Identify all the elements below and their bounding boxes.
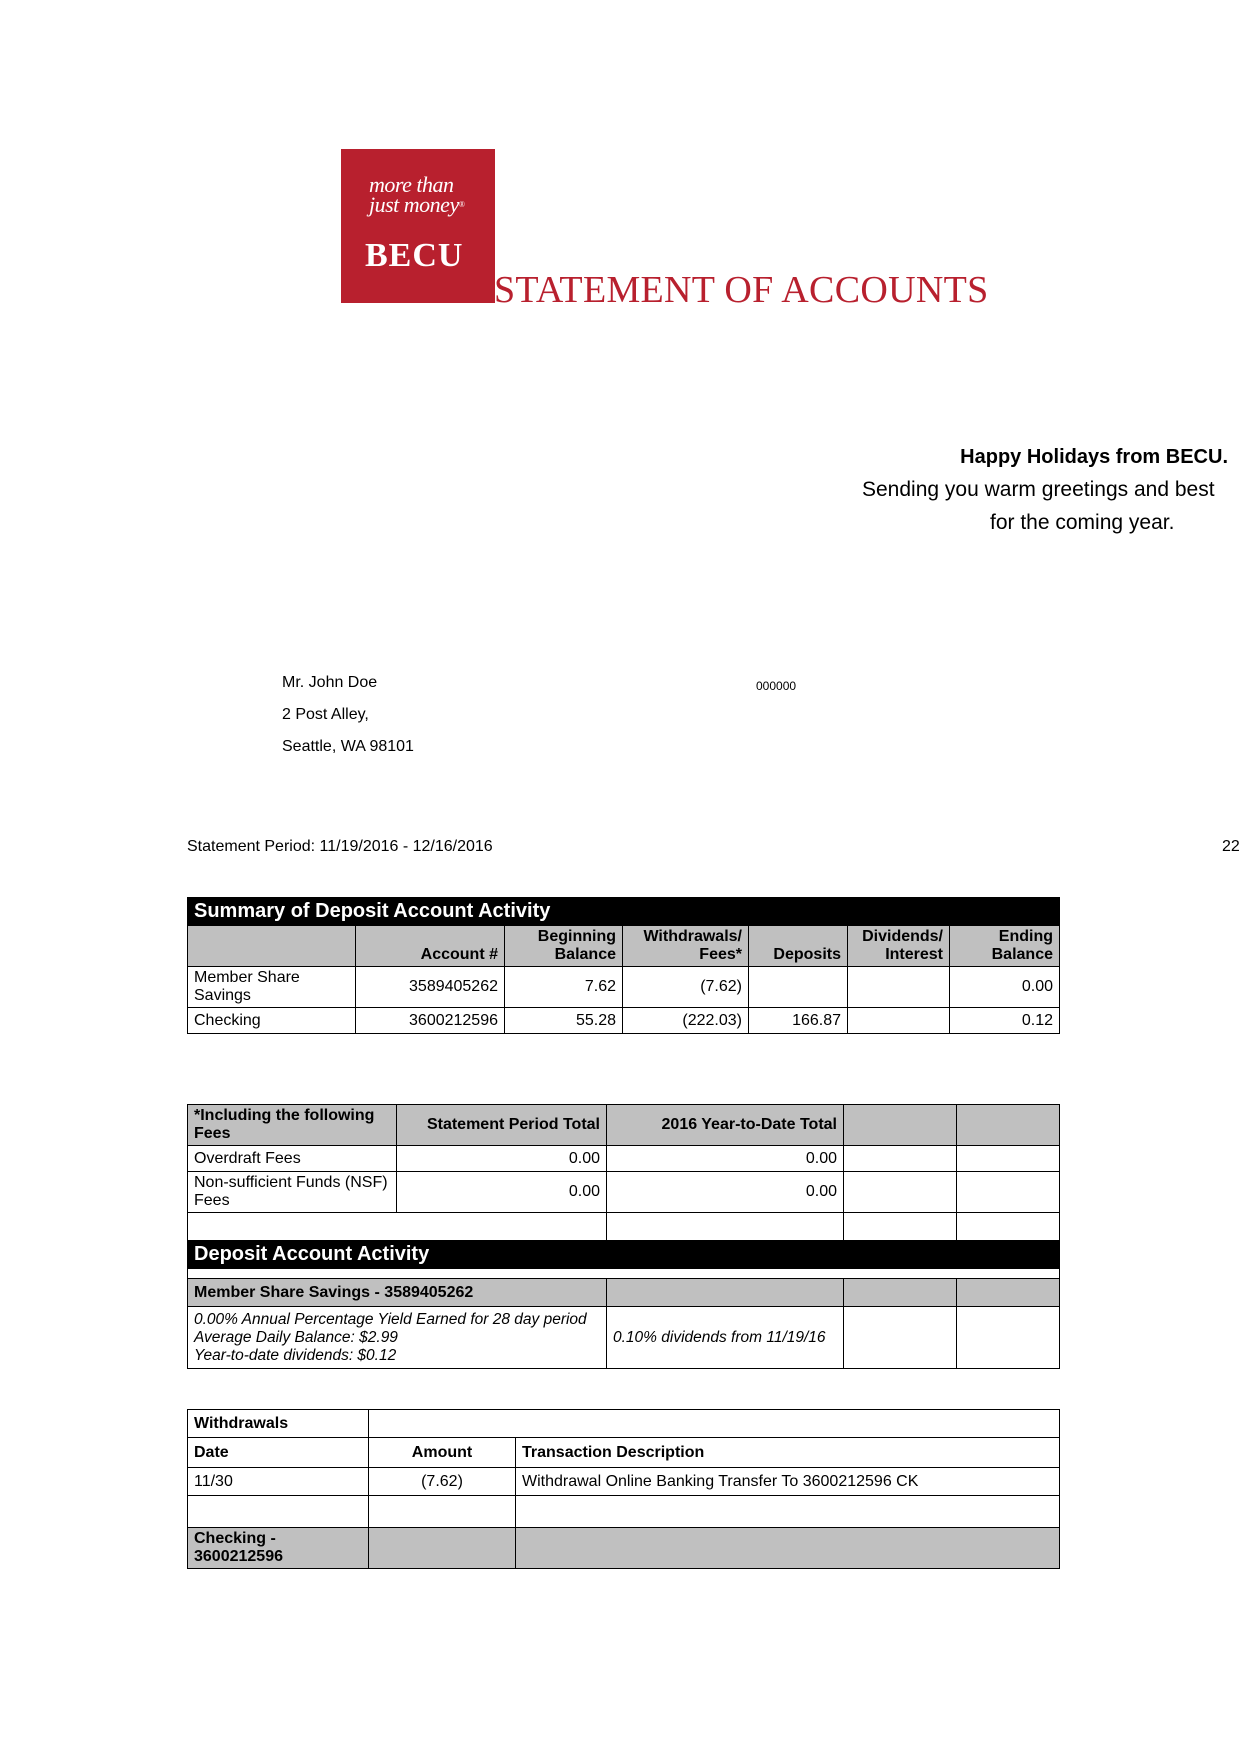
fee-period-total: 0.00 xyxy=(397,1172,607,1213)
withdrawals-header: Transaction Description xyxy=(516,1438,1060,1468)
savings-apy-note: 0.00% Annual Percentage Yield Earned for 28 day period Average Daily Balance: $2.99 Year-to-date dividends: $0.12 xyxy=(188,1307,607,1369)
transaction-description: Withdrawal Online Banking Transfer To 3600212596 CK xyxy=(516,1468,1060,1496)
summary-header-cell: Withdrawals/ Fees* xyxy=(623,926,749,967)
empty-cell xyxy=(369,1528,516,1569)
fee-ytd-total: 0.00 xyxy=(607,1146,844,1172)
ending-balance: 0.12 xyxy=(950,1008,1060,1034)
deposits: 166.87 xyxy=(749,1008,848,1034)
deposits xyxy=(749,967,848,1008)
beginning-balance: 7.62 xyxy=(505,967,623,1008)
fees-header: *Including the following Fees xyxy=(188,1105,397,1146)
checking-account-title: Checking - 3600212596 xyxy=(188,1528,369,1569)
page-number: 22 xyxy=(1222,838,1240,855)
dividend-note: 0.10% dividends from 11/19/16 xyxy=(607,1307,844,1369)
fee-ytd-total: 0.00 xyxy=(607,1172,844,1213)
fee-name: Non-sufficient Funds (NSF) Fees xyxy=(188,1172,397,1213)
logo-tagline: more than just money® xyxy=(369,172,465,217)
fee-name: Overdraft Fees xyxy=(188,1146,397,1172)
empty-cell xyxy=(516,1496,1060,1528)
statement-period: Statement Period: 11/19/2016 - 12/16/2016 xyxy=(187,838,493,855)
empty-cell xyxy=(188,1496,369,1528)
account-number: 3589405262 xyxy=(356,967,505,1008)
summary-header-cell: Beginning Balance xyxy=(505,926,623,967)
fee-period-total: 0.00 xyxy=(397,1146,607,1172)
table-row xyxy=(188,967,1060,1008)
empty-cell xyxy=(957,1172,1060,1213)
fees-header: 2016 Year-to-Date Total xyxy=(607,1105,844,1146)
empty-cell xyxy=(188,1213,607,1241)
summary-header-cell: Account # xyxy=(356,926,505,967)
account-name: Checking xyxy=(188,1008,356,1034)
summary-header-cell xyxy=(188,926,356,967)
empty-cell xyxy=(607,1213,844,1241)
account-number: 3600212596 xyxy=(356,1008,505,1034)
mailing-code: 000000 xyxy=(756,679,797,693)
recipient-name: Mr. John Doe xyxy=(282,674,378,691)
activity-title: Deposit Account Activity xyxy=(188,1241,1060,1269)
empty-cell xyxy=(957,1105,1060,1146)
dividends-interest xyxy=(848,967,950,1008)
summary-title: Summary of Deposit Account Activity xyxy=(188,898,1060,926)
table-row xyxy=(188,1008,1060,1034)
withdrawals-table xyxy=(187,1409,1060,1569)
dividends-interest xyxy=(848,1008,950,1034)
table-row xyxy=(188,1468,1060,1496)
logo-brand: BECU xyxy=(365,237,464,274)
withdrawals-fees: (7.62) xyxy=(623,967,749,1008)
ending-balance: 0.00 xyxy=(950,967,1060,1008)
withdrawals-fees: (222.03) xyxy=(623,1008,749,1034)
table-row xyxy=(188,1146,1060,1172)
summary-table xyxy=(187,897,1060,1034)
empty-cell xyxy=(516,1528,1060,1569)
greeting-line-3: for the coming year. xyxy=(990,511,1175,534)
fees-header: Statement Period Total xyxy=(397,1105,607,1146)
table-row xyxy=(188,1172,1060,1213)
empty-cell xyxy=(844,1307,957,1369)
empty-cell xyxy=(957,1279,1060,1307)
summary-header-cell: Deposits xyxy=(749,926,848,967)
empty-cell xyxy=(844,1172,957,1213)
empty-cell xyxy=(844,1279,957,1307)
withdrawals-title: Withdrawals xyxy=(188,1410,369,1438)
transaction-date: 11/30 xyxy=(188,1468,369,1496)
withdrawals-header: Amount xyxy=(369,1438,516,1468)
empty-cell xyxy=(844,1213,957,1241)
transaction-amount: (7.62) xyxy=(369,1468,516,1496)
empty-cell xyxy=(369,1496,516,1528)
recipient-city: Seattle, WA 98101 xyxy=(282,738,414,755)
empty-cell xyxy=(607,1279,844,1307)
fees-activity-table xyxy=(187,1104,1060,1369)
empty-cell xyxy=(369,1410,1060,1438)
empty-cell xyxy=(957,1307,1060,1369)
empty-cell xyxy=(844,1146,957,1172)
summary-header-cell: Dividends/ Interest xyxy=(848,926,950,967)
empty-cell xyxy=(957,1213,1060,1241)
beginning-balance: 55.28 xyxy=(505,1008,623,1034)
greeting-line-2: Sending you warm greetings and best xyxy=(862,478,1215,501)
withdrawals-header: Date xyxy=(188,1438,369,1468)
greeting-headline: Happy Holidays from BECU. xyxy=(960,446,1228,468)
summary-header-cell: Ending Balance xyxy=(950,926,1060,967)
statement-title: STATEMENT OF ACCOUNTS xyxy=(494,269,989,311)
empty-cell xyxy=(844,1105,957,1146)
recipient-street: 2 Post Alley, xyxy=(282,706,369,723)
empty-cell xyxy=(957,1146,1060,1172)
account-name: Member Share Savings xyxy=(188,967,356,1008)
becu-logo xyxy=(341,149,495,303)
savings-account-title: Member Share Savings - 3589405262 xyxy=(188,1279,607,1307)
spacer xyxy=(188,1269,1060,1279)
